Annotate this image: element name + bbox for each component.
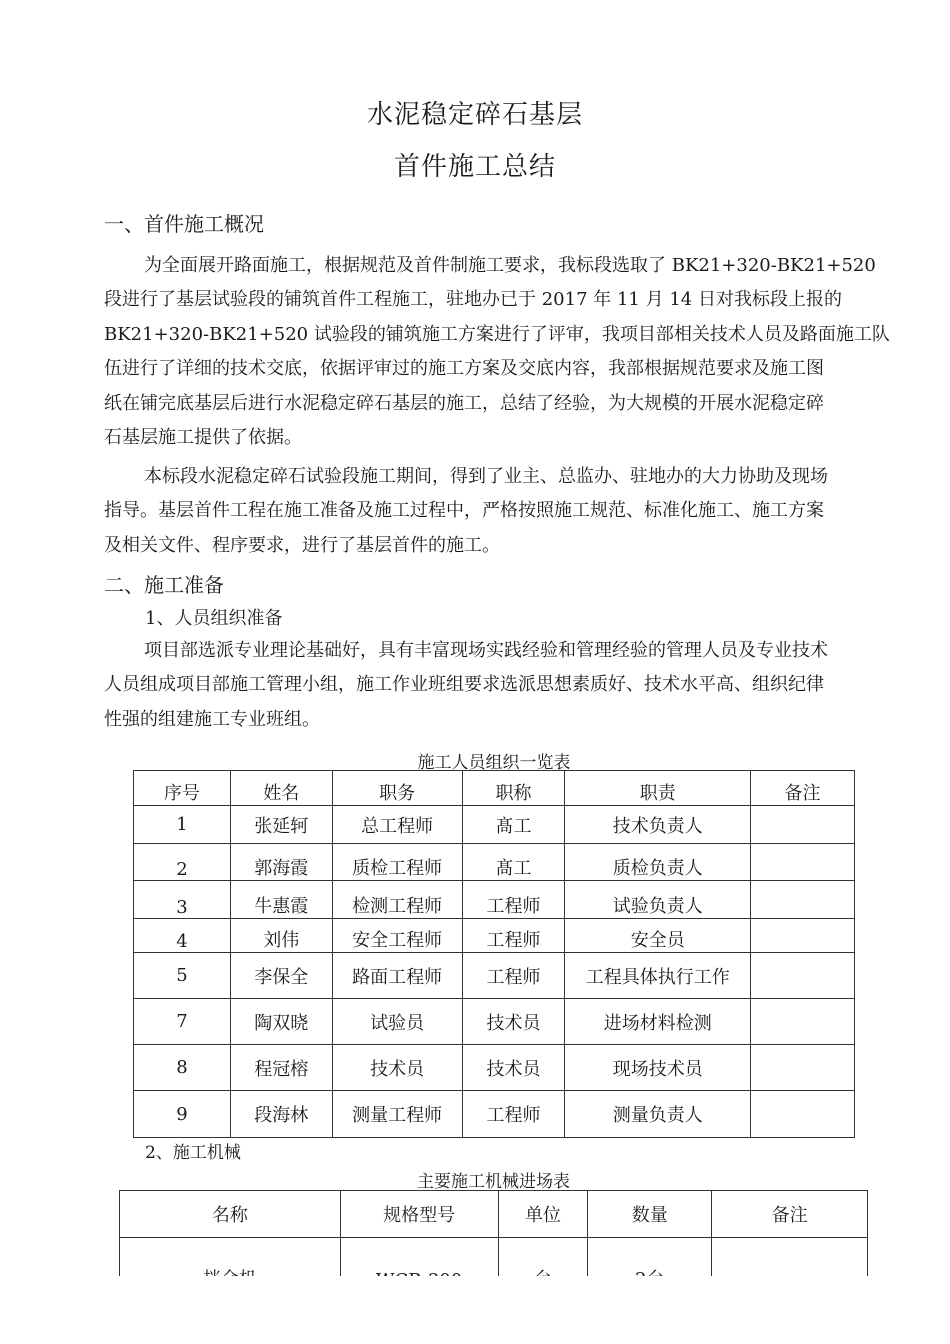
section1-paragraph1: [104, 249, 888, 455]
table-row: [134, 1045, 855, 1091]
paragraph-line: 人员组成项目部施工管理小组，施工作业班组要求选派思想素质好、技术水平高、组织纪律: [104, 674, 824, 696]
section2-sub2-heading: 2、施工机械: [145, 1143, 241, 1163]
table-header-cell: 序号: [134, 771, 231, 806]
table-cell: 工程师: [462, 1091, 565, 1138]
table-cell: 2: [134, 844, 231, 881]
paragraph-line: 段进行了基层试验段的铺筑首件工程施工，驻地办已于 2017 年 11 月 14 日对我标段上报的: [104, 289, 842, 311]
table-header-cell: 职称: [462, 771, 565, 806]
table-header-cell: 姓名: [230, 771, 332, 806]
table-cell: 测量负责人: [565, 1091, 751, 1138]
table-row: [134, 919, 855, 953]
table-cell: [751, 1091, 855, 1138]
paragraph-line: 本标段水泥稳定碎石试验段施工期间，得到了业主、总监办、驻地办的大力协助及现场: [144, 466, 828, 487]
paragraph-line: 伍进行了详细的技术交底，依据评审过的施工方案及交底内容，我部根据规范要求及施工图: [104, 358, 824, 380]
table-cell: 牛惠霞: [230, 881, 332, 919]
table-header-cell: 职责: [565, 771, 751, 806]
paragraph-line: 及相关文件、程序要求，进行了基层首件的施工。: [104, 534, 500, 556]
table-cell: 9: [134, 1091, 231, 1138]
table-header-row: [134, 771, 855, 806]
table-cell: 技术员: [462, 1045, 565, 1091]
page-cut-mask: [0, 1276, 950, 1344]
table-cell: [751, 953, 855, 999]
table-header-row: [120, 1191, 868, 1238]
table-cell: [751, 919, 855, 953]
table-cell: 程冠榕: [230, 1045, 332, 1091]
table-cell: 技术员: [332, 1045, 462, 1091]
section1-paragraph2: [104, 460, 888, 563]
paragraph-line: BK21+320-BK21+520 试验段的铺筑施工方案进行了评审，我项目部相关技术人员及路面施工队: [104, 323, 890, 345]
table-cell: 段海林: [230, 1091, 332, 1138]
table-cell: 质检负责人: [565, 844, 751, 881]
table-header-cell: 名称: [120, 1191, 341, 1238]
table-cell: 8: [134, 1045, 231, 1091]
table-cell: 安全工程师: [332, 919, 462, 953]
table-row: [134, 881, 855, 919]
table-header-cell: 职务: [332, 771, 462, 806]
table-cell: 髙工: [462, 844, 565, 881]
table-cell: 7: [134, 999, 231, 1045]
section2-sub1-heading: 1、人员组织准备: [145, 608, 283, 629]
paragraph-line: 石基层施工提供了依据。: [104, 427, 302, 449]
document-title: 水泥稳定碎石基层: [366, 100, 583, 130]
table-cell: 3: [134, 881, 231, 919]
section2-paragraph: [104, 634, 888, 737]
table-header-cell: 数量: [588, 1191, 712, 1238]
table-cell: 技术负责人: [565, 806, 751, 844]
table-cell: 李保全: [230, 953, 332, 999]
table-cell: [751, 999, 855, 1045]
paragraph-line: 纸在铺完底基层后进行水泥稳定碎石基层的施工，总结了经验，为大规模的开展水泥稳定碎: [104, 392, 824, 414]
table-cell: [751, 1045, 855, 1091]
section2-heading: 二、施工准备: [104, 573, 224, 597]
table-cell: 进场材料检测: [565, 999, 751, 1045]
table-row: [134, 999, 855, 1045]
personnel-table: [133, 770, 855, 1138]
paragraph-line: 性强的组建施工专业班组。: [104, 708, 320, 730]
table-cell: 工程师: [462, 919, 565, 953]
table-cell: 技术员: [462, 999, 565, 1045]
table-cell: 试验员: [332, 999, 462, 1045]
table-cell: 1: [134, 806, 231, 844]
table-row: [134, 1091, 855, 1138]
table-header-cell: 备注: [712, 1191, 868, 1238]
table-cell: 现场技术员: [565, 1045, 751, 1091]
table1-caption: 施工人员组织一览表: [417, 753, 571, 773]
table-cell: 4: [134, 919, 231, 953]
table-cell: 质检工程师: [332, 844, 462, 881]
table-cell: 总工程师: [332, 806, 462, 844]
table-cell: 郭海霞: [230, 844, 332, 881]
table-header-cell: 规格型号: [340, 1191, 498, 1238]
table-cell: [751, 844, 855, 881]
table-cell: 安全员: [565, 919, 751, 953]
table-cell: 检测工程师: [332, 881, 462, 919]
table-cell: 髙工: [462, 806, 565, 844]
table-header-cell: 单位: [498, 1191, 588, 1238]
table-cell: 工程具体执行工作: [565, 953, 751, 999]
table-cell: 路面工程师: [332, 953, 462, 999]
paragraph-line: 指导。基层首件工程在施工准备及施工过程中，严格按照施工规范、标准化施工、施工方案: [104, 500, 824, 522]
table-cell: 工程师: [462, 881, 565, 919]
table-cell: 陶双晓: [230, 999, 332, 1045]
table-cell: 测量工程师: [332, 1091, 462, 1138]
table-cell: [751, 881, 855, 919]
paragraph-line: 为全面展开路面施工，根据规范及首件制施工要求，我标段选取了 BK21+320-BK21+520: [144, 255, 876, 276]
table-row: [134, 806, 855, 844]
table-cell: 刘伟: [230, 919, 332, 953]
table-cell: 试验负责人: [565, 881, 751, 919]
table-header-cell: 备注: [751, 771, 855, 806]
table2-caption: 主要施工机械进场表: [417, 1172, 570, 1192]
document-subtitle: 首件施工总结: [393, 152, 556, 182]
table-cell: 5: [134, 953, 231, 999]
table-row: [134, 844, 855, 881]
table-cell: 张延轲: [230, 806, 332, 844]
table-cell: [751, 806, 855, 844]
section1-heading: 一、首件施工概况: [104, 212, 264, 236]
table-row: [134, 953, 855, 999]
table-cell: 工程师: [462, 953, 565, 999]
paragraph-line: 项目部选派专业理论基础好，具有丰富现场实践经验和管理经验的管理人员及专业技术: [144, 640, 828, 661]
